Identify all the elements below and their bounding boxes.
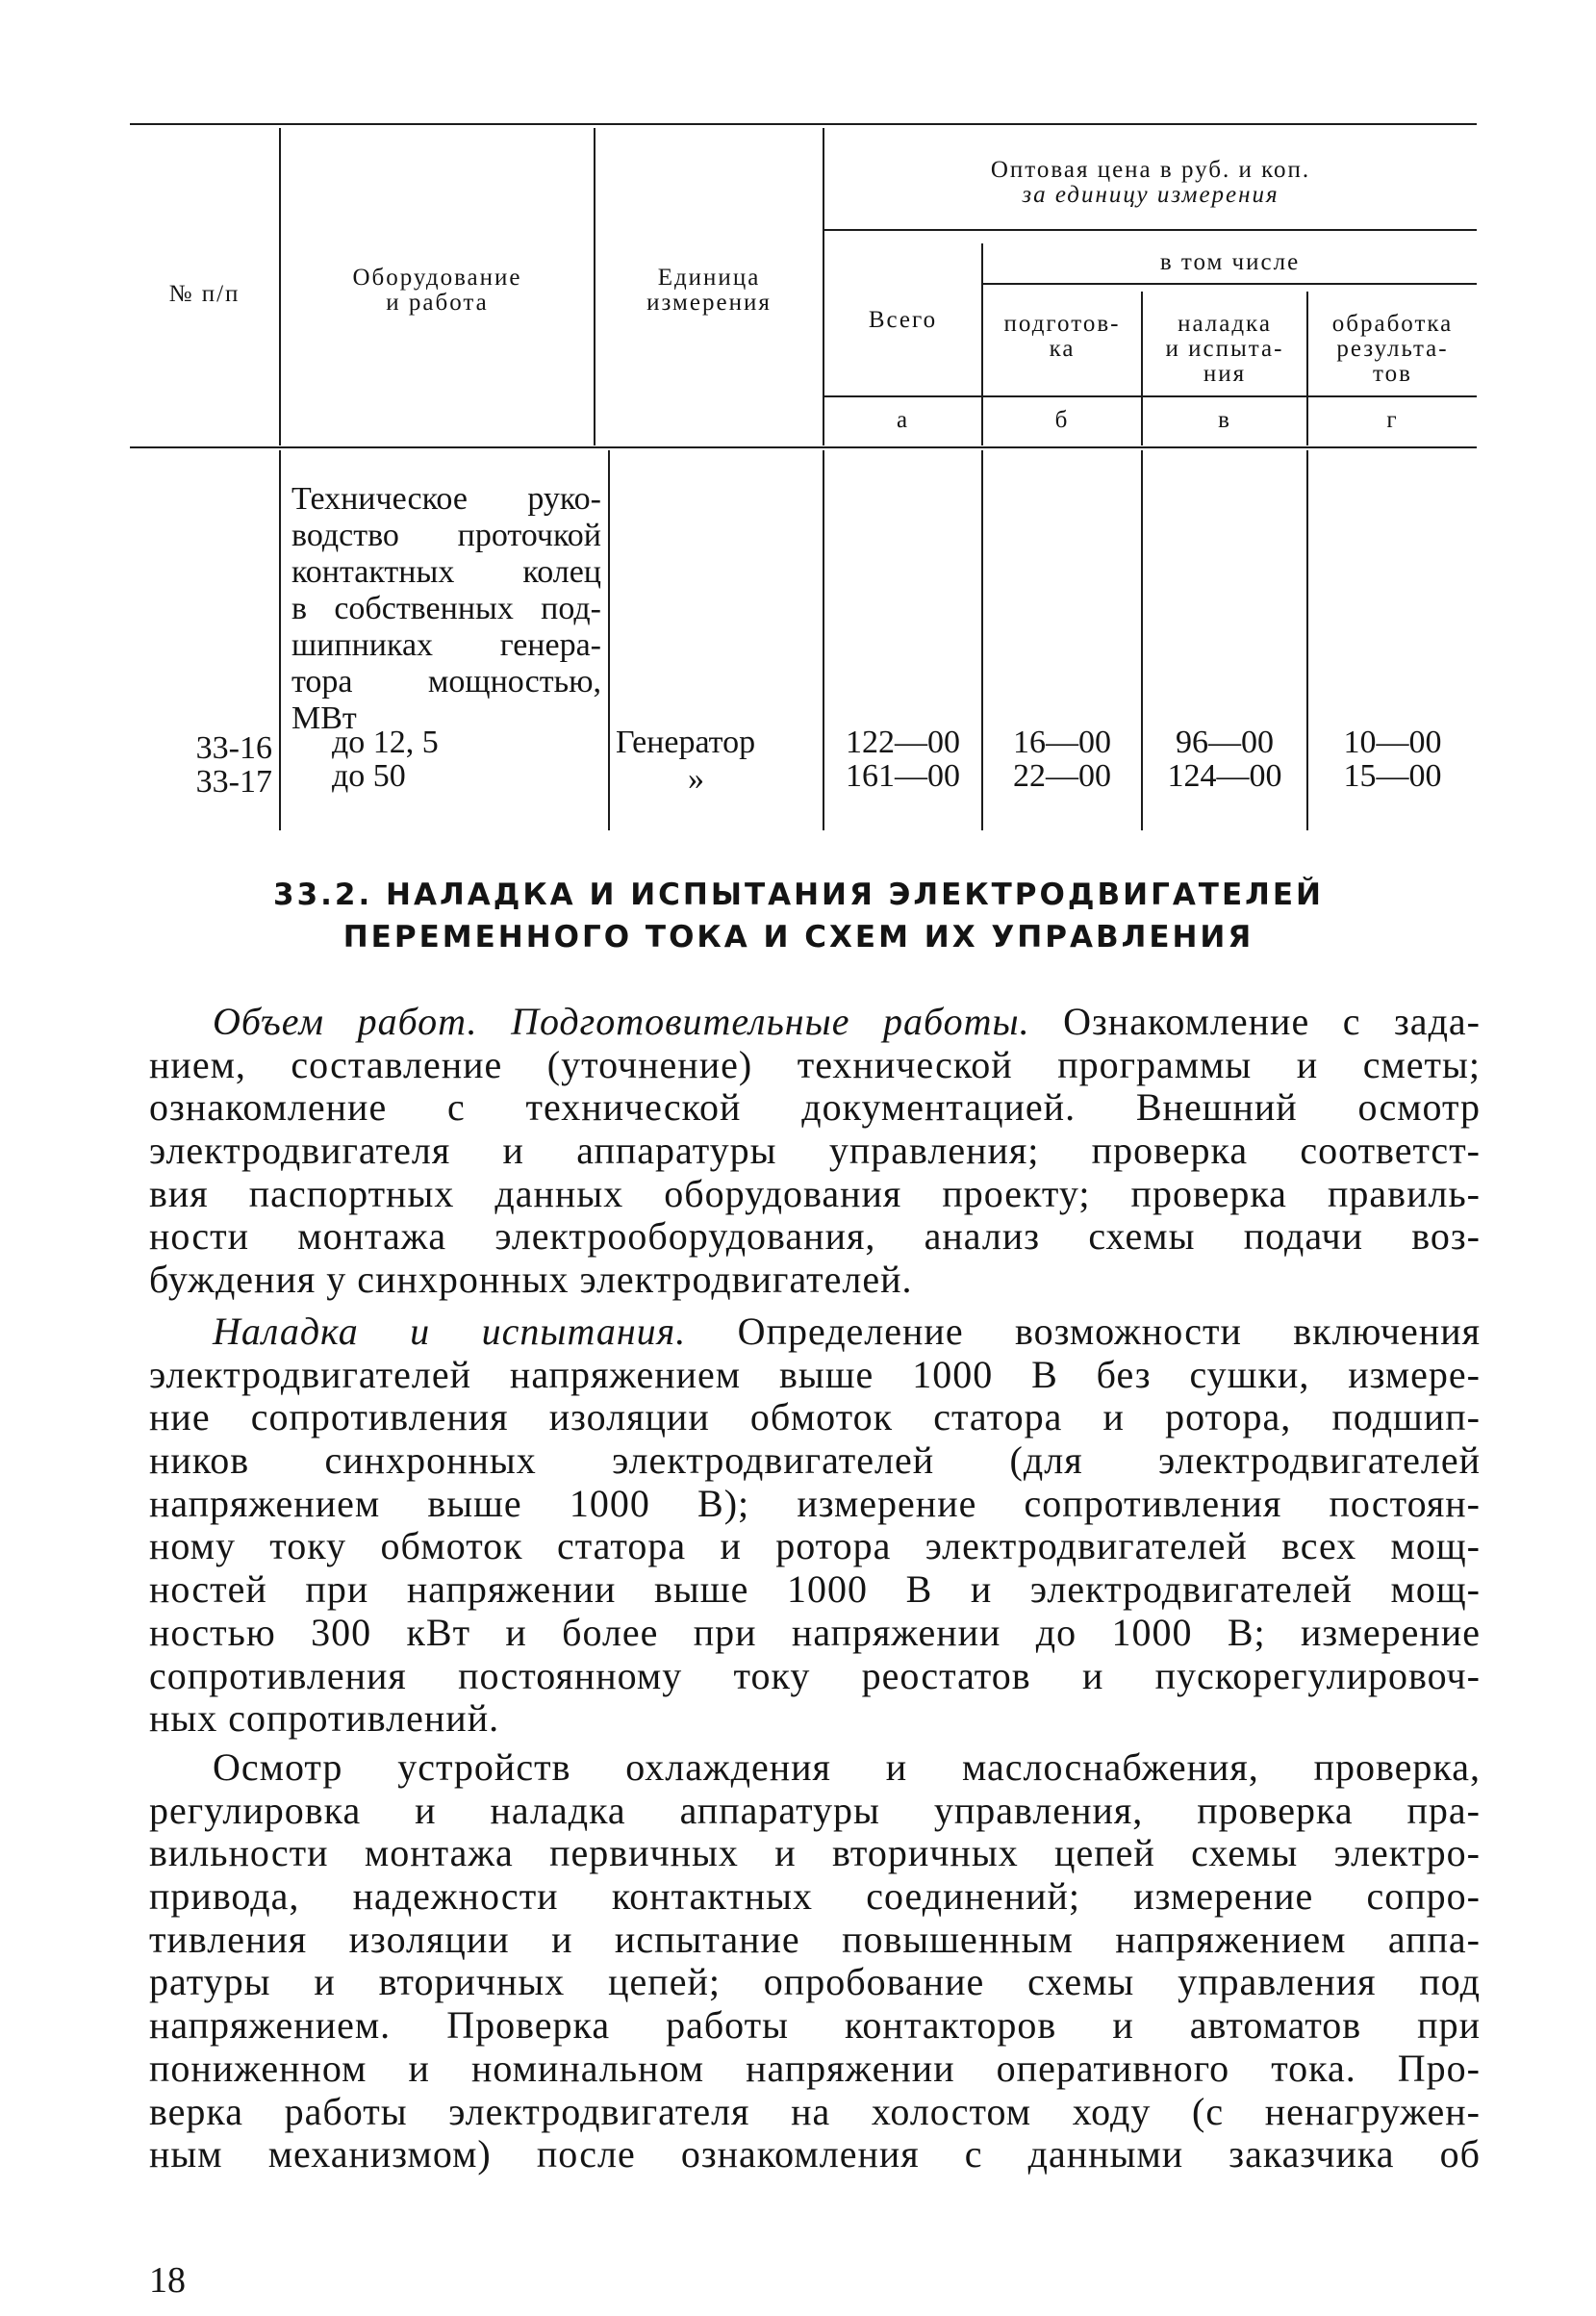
row-33-16-unit: Генератор	[616, 725, 756, 760]
row-33-17-label: до 50	[332, 758, 406, 794]
header-total: Всего	[868, 307, 938, 333]
paragraph-2-line: сопротивления постоянному току реостатов и пускорегулировоч-	[149, 1654, 1481, 1697]
paragraph-3-line: Осмотр устройств охлаждения и маслоснабжения, проверка,	[213, 1746, 1481, 1789]
index-row-bottom-rule	[130, 446, 1477, 448]
row-33-17-adj: 124—00	[1167, 758, 1282, 794]
header-num: № п/п	[168, 281, 241, 307]
desc-line: МВт	[291, 700, 357, 736]
desc-line: Техническое руко-	[291, 481, 601, 517]
including-subheader-rule	[981, 283, 1477, 285]
paragraph-2-line: электродвигателей напряжением выше 1000 В без сушки, измере-	[149, 1353, 1481, 1396]
paragraph-1-line: буждения у синхронных электродвигателей.	[149, 1259, 913, 1302]
desc-line: тора мощностью,	[291, 664, 601, 700]
index-a: а	[896, 407, 910, 433]
header-prep-line2: ка	[1049, 336, 1076, 362]
paragraph-2-line: ных сопротивлений.	[149, 1697, 500, 1741]
row-33-17-proc: 15—00	[1343, 758, 1442, 794]
paragraph-2-line: ному току обмоток статора и ротора электродвигателей всех мощ-	[149, 1525, 1481, 1568]
header-adj-line3: ния	[1203, 361, 1247, 387]
header-proc-line1: обработка	[1331, 311, 1454, 337]
row-33-16-label: до 12, 5	[332, 725, 439, 760]
paragraph-3-line: ным механизмом) после ознакомления с данными заказчика об	[149, 2133, 1481, 2176]
row-33-16-proc: 10—00	[1343, 725, 1442, 760]
paragraph-3-line: верка работы электродвигателя на холостом ходу (с ненагружен-	[149, 2090, 1481, 2133]
header-equipment-line2: и работа	[386, 290, 489, 316]
paragraph-3-line: тивления изоляции и испытание повышенным напряжением аппа-	[149, 1918, 1481, 1961]
paragraph-2-line: ние сопротивления изоляции обмоток статора и ротора, подшип-	[149, 1396, 1481, 1439]
row-33-17-prep: 22—00	[1013, 758, 1111, 794]
paragraph-1-line: ознакомление с технической документацией. Внешний осмотр	[149, 1086, 1481, 1130]
header-bottom-rule	[823, 395, 1477, 397]
paragraph-1-line	[149, 1001, 1481, 1044]
row-33-17-num: 33-17	[195, 764, 272, 800]
body-rule-2	[608, 450, 610, 830]
body-text-3	[149, 1746, 1481, 2176]
header-unit	[595, 266, 823, 316]
paragraph-1-line: электродвигателя и аппаратуры управления; проверка соответст-	[149, 1130, 1481, 1173]
index-b: б	[1054, 407, 1070, 433]
paragraph-2-line: ностью 300 кВт и более при напряжении до 1000 В; измерение	[149, 1611, 1481, 1654]
paragraph-2-lead: Наладка и испытания.	[213, 1311, 687, 1353]
row-33-17-total: 161—00	[846, 758, 960, 794]
header-prep-line1: подготов-	[1003, 311, 1121, 337]
header-equipment-line1: Оборудование	[352, 265, 522, 291]
section-title-line2: ПЕРЕМЕННОГО ТОКА И СХЕМ ИХ УПРАВЛЕНИЯ	[342, 920, 1254, 954]
paragraph-1-lead: Объем работ. Подготовительные работы.	[213, 1001, 1030, 1043]
paragraph-3-line: напряжением. Проверка работы контакторов и автоматов при	[149, 2004, 1481, 2048]
paragraph-1-line: вия паспортных данных оборудования проекту; проверка правиль-	[149, 1172, 1481, 1215]
paragraph-3-line: ратуры и вторичных цепей; опробование схемы управления под	[149, 1961, 1481, 2004]
paragraph-1-line: ности монтажа электрооборудования, анализ схемы подачи воз-	[149, 1215, 1481, 1259]
paragraph-3-line: привода, надежности контактных соединений; измерение сопро-	[149, 1875, 1481, 1919]
body-text	[149, 1001, 1481, 1302]
row-33-17-unit: »	[688, 761, 704, 797]
row-33-16-total: 122—00	[846, 725, 960, 760]
body-rule-1	[279, 450, 281, 830]
index-v: в	[1218, 407, 1231, 433]
header-proc-line3: тов	[1373, 361, 1412, 387]
row-33-16-prep: 16—00	[1013, 725, 1111, 760]
paragraph-3-line: пониженном и номинальном напряжении оперативного тока. Про-	[149, 2047, 1481, 2090]
paragraph-3-line: вильности монтажа первичных и вторичных цепей схемы электро-	[149, 1832, 1481, 1875]
body-text-2	[149, 1311, 1481, 1741]
desc-line: в собственных под-	[291, 591, 601, 626]
price-table	[130, 123, 1477, 830]
header-adj-line2: и испыта-	[1165, 336, 1284, 362]
header-equipment	[281, 266, 594, 316]
table-top-rule	[130, 123, 1477, 125]
index-g: г	[1386, 407, 1399, 433]
row-33-16-num: 33-16	[195, 730, 272, 766]
header-adj-line1: наладка	[1178, 311, 1272, 337]
header-adj	[1143, 312, 1306, 387]
header-unit-line2: измерения	[646, 290, 772, 316]
header-price-line2: за единицу измерения	[1022, 182, 1279, 208]
paragraph-2-text: Определение возможности включения	[686, 1311, 1481, 1353]
desc-line: шипниках генера-	[291, 627, 601, 663]
price-subheader-rule	[823, 229, 1477, 231]
paragraph-2-line: напряжением выше 1000 В); измерение сопротивления постоян-	[149, 1482, 1481, 1525]
paragraph-3-line: регулировка и наладка аппаратуры управления, проверка пра-	[149, 1789, 1481, 1832]
row-33-16-adj: 96—00	[1176, 725, 1274, 760]
paragraph-1-line: нием, составление (уточнение) технической программы и сметы;	[149, 1043, 1481, 1086]
work-description	[291, 481, 601, 737]
desc-line: водство проточкой	[291, 518, 601, 553]
header-proc-line2: результа-	[1336, 336, 1449, 362]
header-price	[824, 158, 1477, 208]
header-price-line1: Оптовая цена в руб. и коп.	[990, 157, 1311, 183]
desc-line: контактных колец	[291, 554, 601, 590]
page-number: 18	[149, 2260, 186, 2301]
header-prep	[983, 312, 1141, 362]
paragraph-1-text: Ознакомление с зада-	[1029, 1001, 1481, 1043]
paragraph-2-line: ников синхронных электродвигателей (для электродвигателей	[149, 1439, 1481, 1483]
header-including: в том числе	[1159, 249, 1301, 275]
paragraph-2-line: ностей при напряжении выше 1000 В и электродвигателей мощ-	[149, 1568, 1481, 1612]
paragraph-2-line	[149, 1311, 1481, 1354]
section-title-line1: 33.2. НАЛАДКА И ИСПЫТАНИЯ ЭЛЕКТРОДВИГАТЕЛЕЙ	[273, 878, 1324, 912]
header-unit-line1: Единица	[657, 265, 761, 291]
header-proc	[1308, 312, 1477, 387]
